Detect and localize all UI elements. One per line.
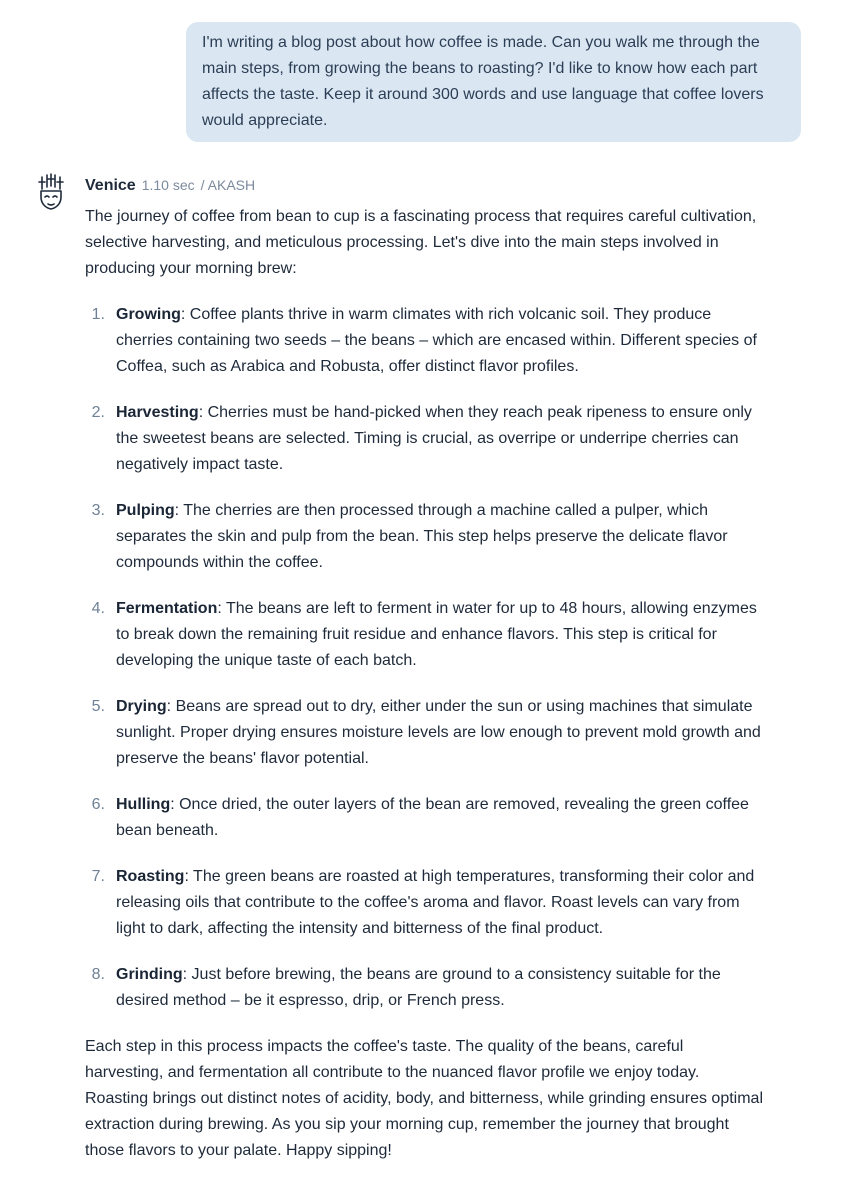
user-message-bubble (186, 22, 801, 142)
list-item (85, 694, 765, 772)
user-message-text: I'm writing a blog post about how coffee is made. Can you walk me through the main steps, from growing the beans to roasting? I'd like to know how each part affects the taste. Keep it around 300 words and use language that coffee lovers would appreciate. (202, 34, 764, 129)
list-item (85, 302, 765, 380)
list-item (85, 962, 765, 1014)
venice-logo-icon (37, 173, 65, 211)
assistant-message-header (85, 177, 255, 197)
list-item (85, 498, 765, 576)
list-item-text: : The cherries are then processed through a machine called a pulper, which separates the skin and pulp from the bean. This step helps preserve the delicate flavor compounds within the coffee. (116, 502, 728, 571)
list-item-term: Pulping (116, 502, 175, 519)
list-item-term: Growing (116, 306, 181, 323)
list-item-number: 2. (91, 404, 105, 421)
response-time: 1.10 sec (141, 177, 195, 193)
response-conclusion: Each step in this process impacts the coffee's taste. The quality of the beans, careful harvesting, and fermentation all contribute to the nuanced flavor profile we enjoy today. Roasting brings out distinct notes of acidity, body, and bitterness, while grinding ensures optimal extraction during brewing. As you sip your morning cup, remember the journey that brought those flavors to your palate. Happy sipping! (85, 1038, 763, 1159)
list-item-term: Drying (116, 698, 167, 715)
list-item (85, 400, 765, 478)
list-item-number: 1. (91, 306, 105, 323)
list-item-term: Harvesting (116, 404, 199, 421)
list-item (85, 792, 765, 844)
assistant-name: Venice (85, 177, 136, 194)
model-provider: / AKASH (200, 177, 256, 193)
list-item-number: 3. (91, 502, 105, 519)
response-intro: The journey of coffee from bean to cup is a fascinating process that requires careful cultivation, selective harvesting, and meticulous processing. Let's dive into the main steps involved in producing your morning brew: (85, 208, 757, 277)
list-item-text: : Cherries must be hand-picked when they reach peak ripeness to ensure only the sweetest beans are selected. Timing is crucial, as overripe or underripe cherries can negatively impact taste. (116, 404, 752, 473)
list-item (85, 596, 765, 674)
list-item-text: : Beans are spread out to dry, either under the sun or using machines that simulate sunlight. Proper drying ensures moisture levels are low enough to prevent mold growth and preserve the beans' flavor potential. (116, 698, 761, 767)
list-item-term: Fermentation (116, 600, 218, 617)
list-item-text: : The green beans are roasted at high temperatures, transforming their color and releasing oils that contribute to the coffee's aroma and flavor. Roast levels can vary from light to dark, affecting the intensity and bitterness of the final product. (116, 868, 755, 937)
list-item-text: : The beans are left to ferment in water for up to 48 hours, allowing enzymes to break down the remaining fruit residue and enhance flavors. This step is critical for developing the unique taste of each batch. (116, 600, 757, 669)
list-item-term: Hulling (116, 796, 171, 813)
list-item-number: 7. (91, 868, 105, 885)
list-item-text: : Coffee plants thrive in warm climates with rich volcanic soil. They produce cherries containing two seeds – the beans – which are encased within. Different species of Coffea, such as Arabica and Robusta, offer distinct flavor profiles. (116, 306, 757, 375)
list-item-term: Roasting (116, 868, 185, 885)
assistant-response (85, 204, 765, 1164)
list-item (85, 864, 765, 942)
list-item-number: 5. (91, 698, 105, 715)
list-item-number: 4. (91, 600, 105, 617)
coffee-steps-list (85, 302, 765, 1014)
list-item-number: 8. (91, 966, 105, 983)
list-item-term: Grinding (116, 966, 183, 983)
list-item-text: : Once dried, the outer layers of the bean are removed, revealing the green coffee bean beneath. (116, 796, 749, 839)
list-item-number: 6. (91, 796, 105, 813)
list-item-text: : Just before brewing, the beans are ground to a consistency suitable for the desired method – be it espresso, drip, or French press. (116, 966, 721, 1009)
